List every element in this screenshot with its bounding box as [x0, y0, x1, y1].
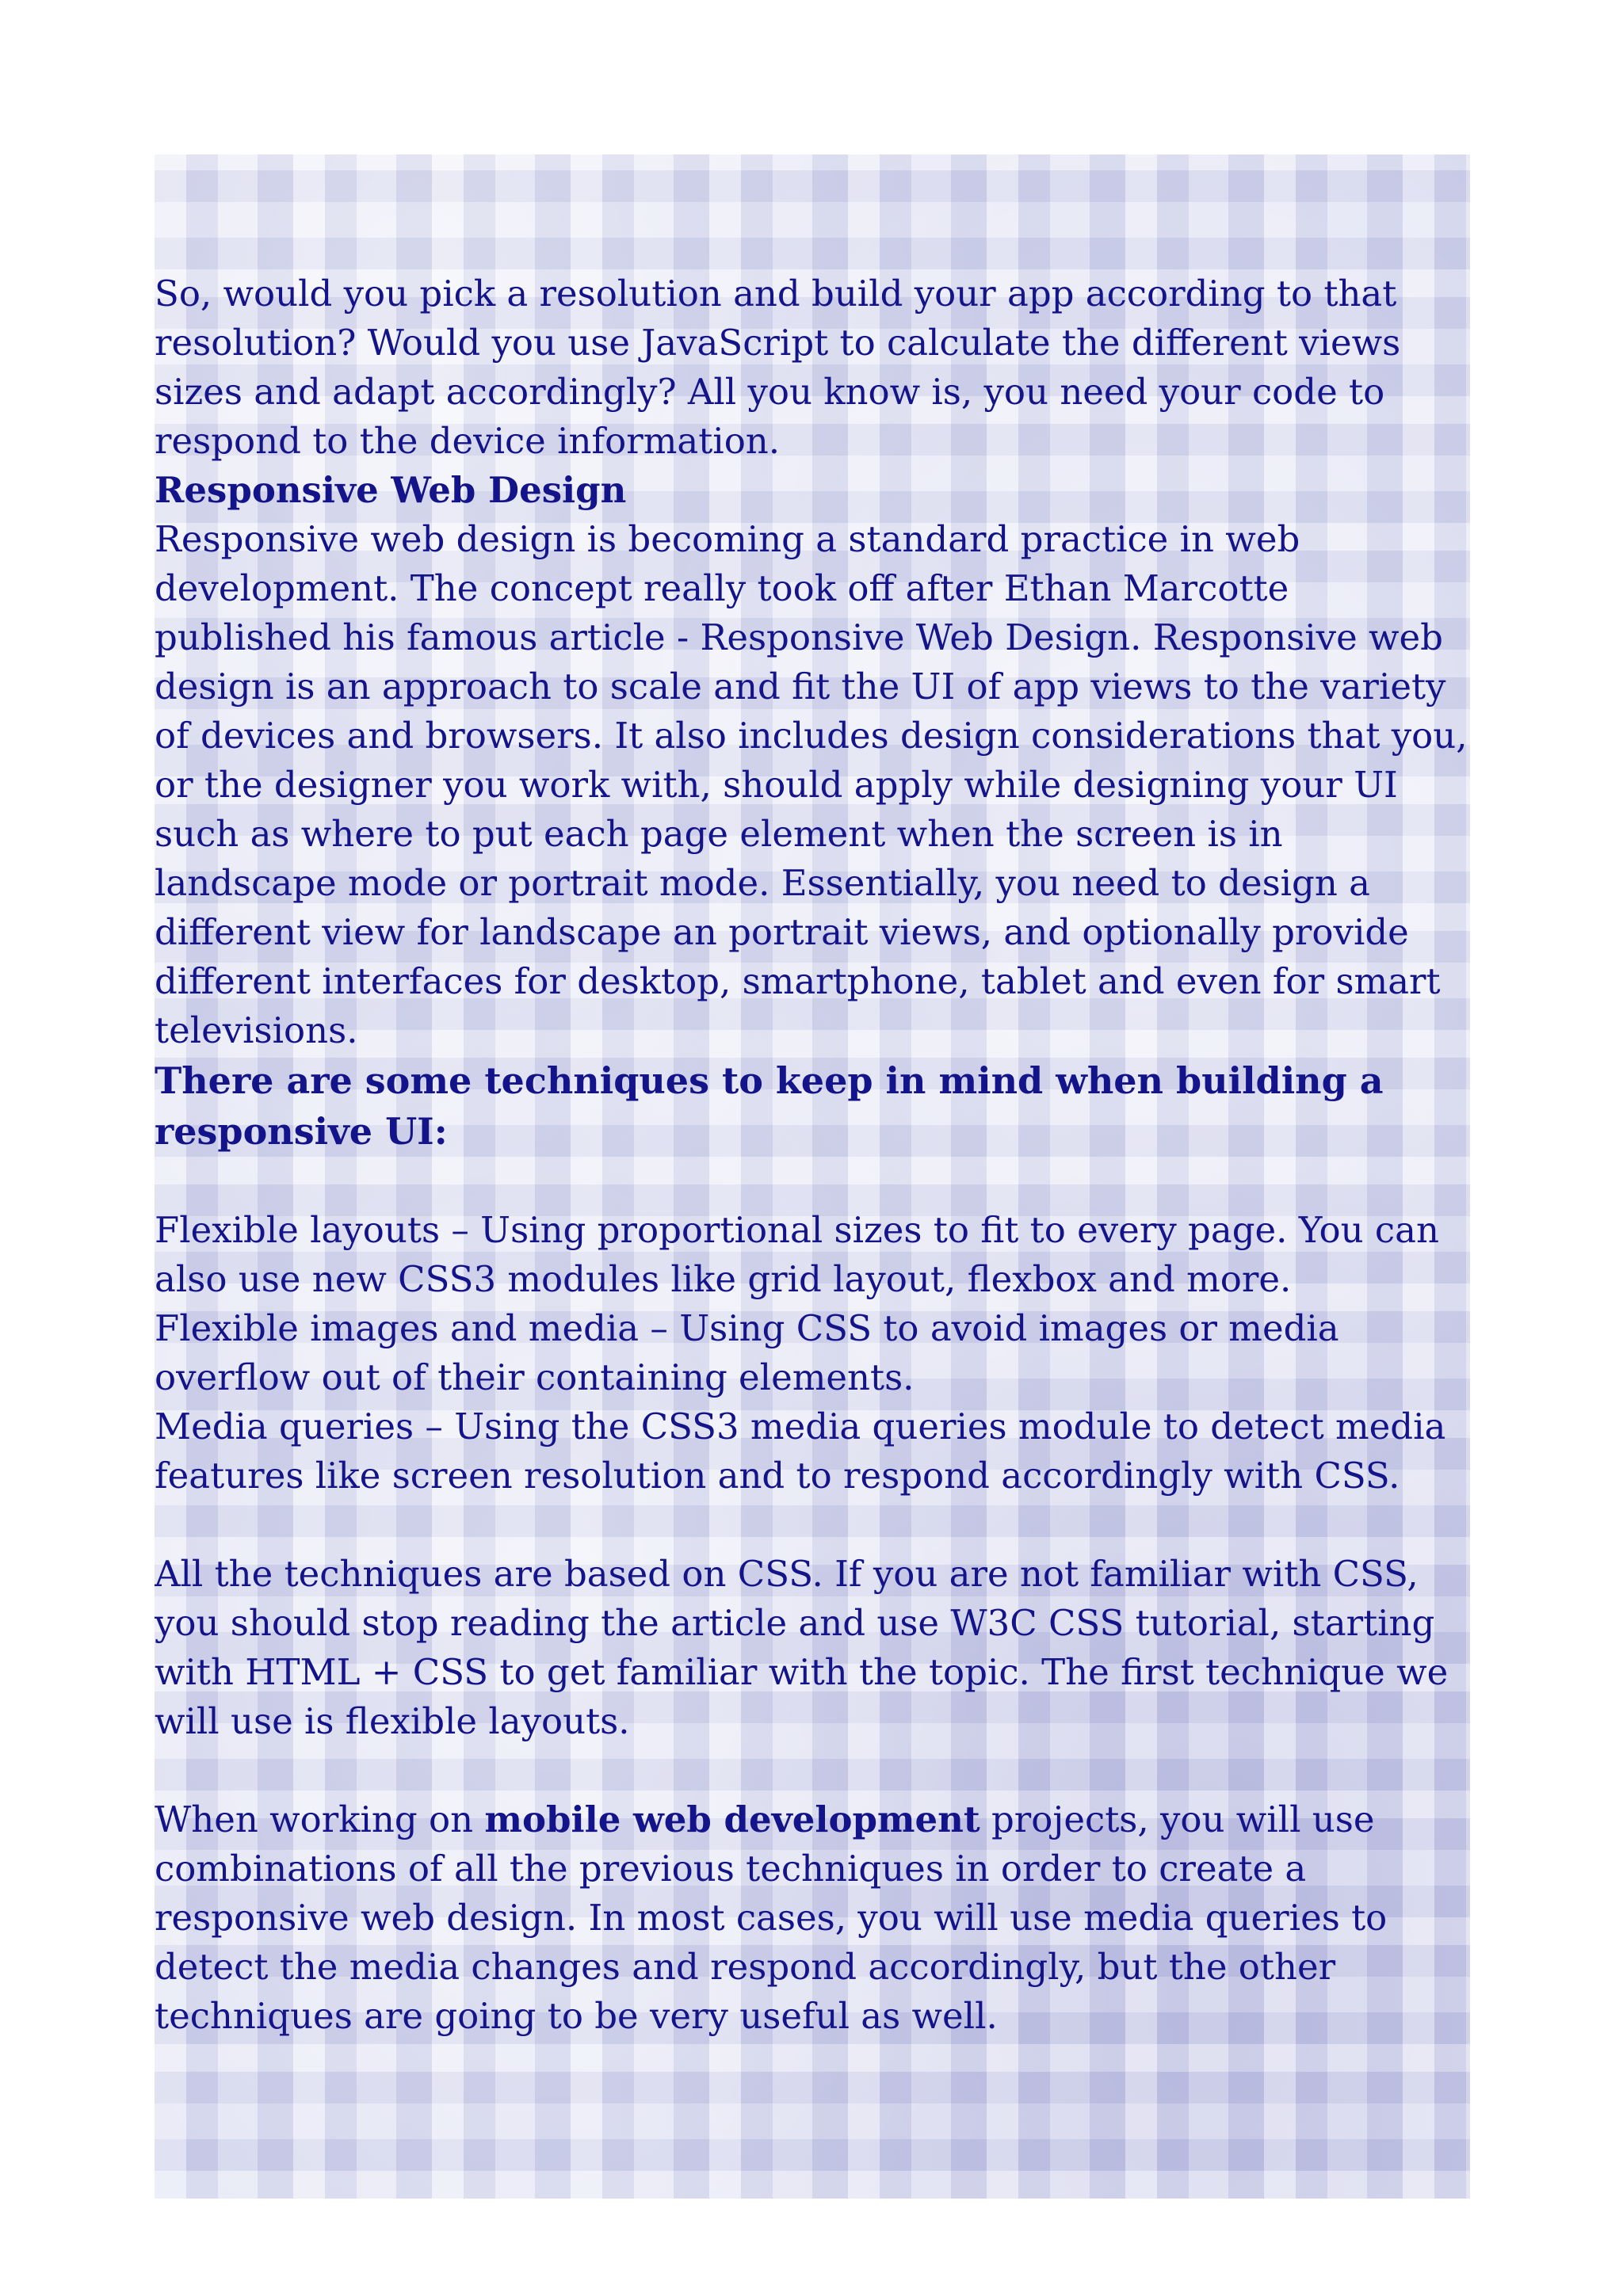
- techniques-list: [155, 1206, 1470, 1501]
- closing-prefix: When working on: [155, 1798, 485, 1840]
- techniques-heading: There are some techniques to keep in mind when building a responsive UI:: [155, 1059, 1384, 1153]
- responsive-web-design-heading: Responsive Web Design: [155, 469, 627, 511]
- responsive-web-design-paragraph: Responsive web design is becoming a standard practice in web development. The concept really took off after Ethan Marcotte published his famous article - Responsive Web Design. Responsive web design is an approach to scale and fit the UI of app views to the variety of devices and browsers. It also includes design considerations that you, or the designer you work with, should apply while designing your UI such as where to put each page element when the screen is in landscape mode or portrait mode. Essentially, you need to design a different view for landscape an portrait views, and optionally provide different interfaces for desktop, smartphone, tablet and even for smart televisions.: [155, 518, 1468, 1051]
- technique-media-queries: Media queries – Using the CSS3 media queries module to detect media features like screen resolution and to respond accordingly with CSS.: [155, 1405, 1446, 1497]
- intro-paragraph: So, would you pick a resolution and build your app according to that resolution? Would you use JavaScript to calculate the different views sizes and adapt accordingly? All you know is, you need your code to respond to the device information.: [155, 273, 1401, 462]
- css-note-paragraph: All the techniques are based on CSS. If you are not familiar with CSS, you should stop reading the article and use W3C CSS tutorial, starting with HTML + CSS to get familiar with the topic. The first technique we will use is flexible layouts.: [155, 1553, 1449, 1742]
- document-panel: [155, 154, 1470, 2199]
- closing-suffix: projects, you will use combinations of all the previous techniques in order to create a responsive web design. In most cases, you will use media queries to detect the media changes and respond accordingly, but the other techniques are going to be very useful as well.: [155, 1798, 1388, 2037]
- technique-flexible-layouts: Flexible layouts – Using proportional sizes to fit to every page. You can also use new CSS3 modules like grid layout, flexbox and more.: [155, 1209, 1439, 1300]
- closing-bold-phrase: mobile web development: [484, 1798, 980, 1840]
- closing-paragraph: [155, 1795, 1470, 2041]
- technique-flexible-images: Flexible images and media – Using CSS to avoid images or media overflow out of their containing elements.: [155, 1307, 1339, 1398]
- document-body: [155, 269, 1470, 2041]
